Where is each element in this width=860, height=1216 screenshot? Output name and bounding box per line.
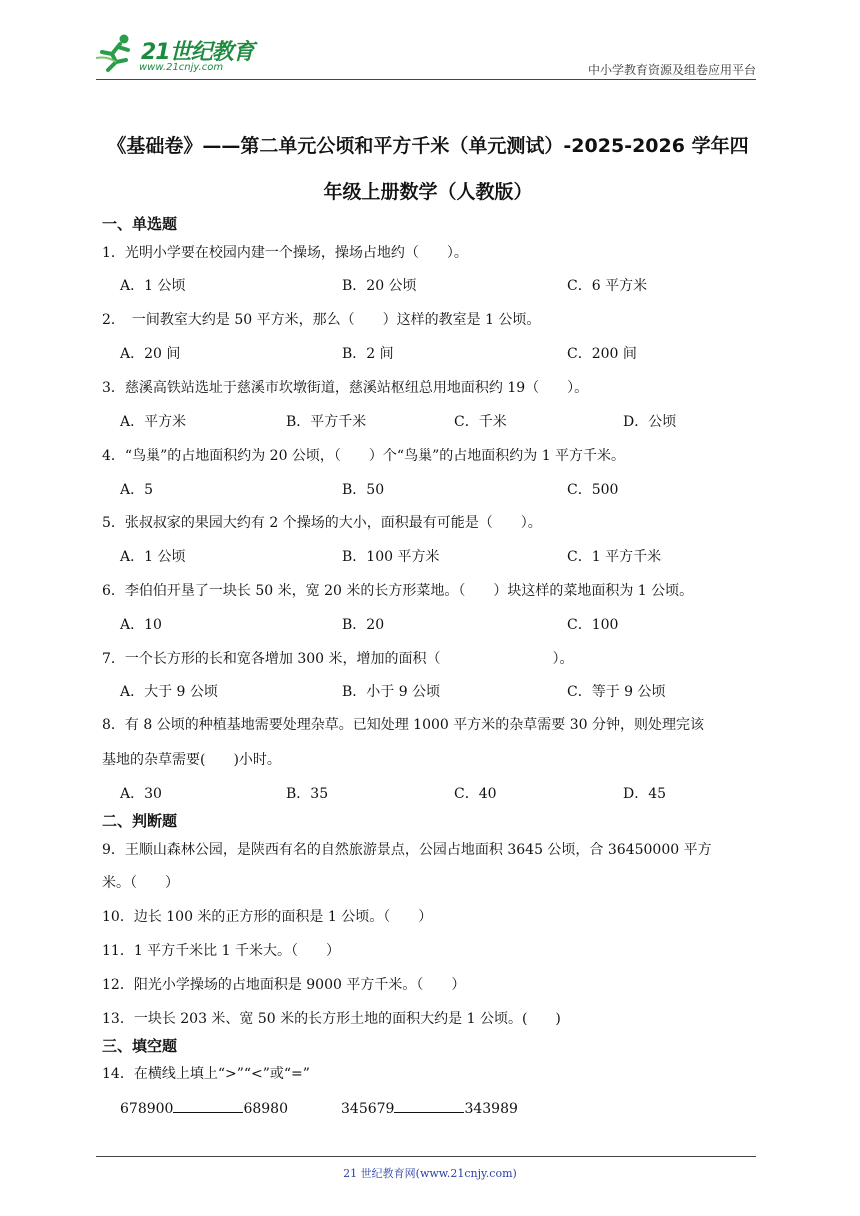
footer-site[interactable]: 21 世纪教育网(www.21cnjy.com) (343, 1167, 517, 1180)
footer-divider (96, 1156, 756, 1157)
page-title-line-1: 《基础卷》——第二单元公顷和平方千米（单元测试）-2025-2026 学年四 (107, 135, 749, 157)
question-3-option-c: C．千米 (454, 414, 507, 430)
question-2: 2． 一间教室大约是 50 平方米，那么（ ）这样的教室是 1 公顷。 (102, 312, 541, 328)
question-5-option-a: A．1 公顷 (120, 549, 186, 565)
question-10: 10．边长 100 米的正方形的面积是 1 公顷。（ ） (102, 909, 433, 925)
question-8-option-a: A．30 (120, 786, 162, 802)
question-14-right-1: 68980 (243, 1101, 288, 1117)
question-5-option-b: B．100 平方米 (342, 549, 440, 565)
header-divider (96, 79, 756, 80)
question-2-option-a: A．20 间 (120, 346, 181, 362)
question-4-option-b: B．50 (342, 482, 385, 498)
question-14-pair-1 (120, 1098, 288, 1117)
question-6-option-b: B．20 (342, 617, 385, 633)
question-14-pair-2 (341, 1098, 518, 1117)
question-7-option-a: A．大于 9 公顷 (120, 684, 218, 700)
question-6-option-a: A．10 (120, 617, 162, 633)
site-logo (94, 32, 264, 76)
question-8-line-2: 基地的杂草需要( )小时。 (102, 752, 281, 768)
question-14-right-2: 343989 (464, 1101, 518, 1117)
question-1-option-a: A．1 公顷 (120, 278, 186, 294)
question-7: 7．一个长方形的长和宽各增加 300 米，增加的面积（ ）。 (102, 651, 574, 667)
platform-name: 中小学教育资源及组卷应用平台 (587, 63, 756, 77)
runner-logo-icon (94, 32, 140, 74)
question-8-line-1: 8．有 8 公顷的种植基地需要处理杂草。已知处理 1000 平方米的杂草需要 30 分钟，则处理完该 (102, 717, 704, 733)
section-heading-single-choice: 一、单选题 (102, 215, 178, 233)
question-1-option-c: C．6 平方米 (567, 278, 648, 294)
question-7-option-b: B．小于 9 公顷 (342, 684, 441, 700)
question-6-option-c: C．100 (567, 617, 619, 633)
question-1-option-b: B．20 公顷 (342, 278, 417, 294)
answer-blank-1[interactable] (173, 1098, 243, 1113)
question-3: 3．慈溪高铁站选址于慈溪市坎墩街道，慈溪站枢纽总用地面积约 19（ ）。 (102, 380, 589, 396)
question-4-option-a: A．5 (120, 482, 154, 498)
question-8-option-d: D．45 (623, 786, 667, 802)
question-14-left-2: 345679 (341, 1101, 395, 1117)
question-1: 1．光明小学要在校园内建一个操场，操场占地约（ ）。 (102, 245, 468, 261)
question-4: 4．“鸟巢”的占地面积约为 20 公顷，（ ）个“鸟巢”的占地面积约为 1 平方千米。 (102, 448, 626, 464)
logo-url: www.21cnjy.com (139, 62, 224, 73)
section-heading-true-false: 二、判断题 (102, 812, 178, 830)
logo-text: 21世纪教育 (141, 40, 254, 65)
section-heading-fill-blank: 三、填空题 (102, 1037, 178, 1055)
answer-blank-2[interactable] (394, 1098, 464, 1113)
question-13: 13．一块长 203 米、宽 50 米的长方形土地的面积大约是 1 公顷。( ) (102, 1011, 561, 1027)
question-14: 14．在横线上填上“>”“<”或“=” (102, 1066, 310, 1082)
question-9-line-2: 米。（ ） (102, 875, 179, 891)
question-9-line-1: 9．王顺山森林公园，是陕西有名的自然旅游景点，公园占地面积 3645 公顷，合 36450000 平方 (102, 842, 712, 858)
question-11: 11．1 平方千米比 1 千米大。（ ） (102, 943, 340, 959)
question-3-option-a: A．平方米 (120, 414, 187, 430)
question-8-option-c: C．40 (454, 786, 497, 802)
question-2-option-b: B．2 间 (342, 346, 394, 362)
question-7-option-c: C．等于 9 公顷 (567, 684, 666, 700)
question-14-left-1: 678900 (120, 1101, 174, 1117)
question-3-option-b: B．平方千米 (286, 414, 367, 430)
question-5: 5．张叔叔家的果园大约有 2 个操场的大小，面积最有可能是（ ）。 (102, 515, 542, 531)
question-2-option-c: C．200 间 (567, 346, 637, 362)
question-8-option-b: B．35 (286, 786, 329, 802)
question-6: 6．李伯伯开垦了一块长 50 米，宽 20 米的长方形菜地。（ ）块这样的菜地面积为 1 公顷。 (102, 583, 694, 599)
question-4-option-c: C．500 (567, 482, 619, 498)
page-title-line-2: 年级上册数学（人教版） (323, 181, 533, 203)
question-5-option-c: C．1 平方千米 (567, 549, 662, 565)
question-3-option-d: D．公顷 (623, 414, 677, 430)
question-12: 12．阳光小学操场的占地面积是 9000 平方千米。（ ） (102, 977, 466, 993)
